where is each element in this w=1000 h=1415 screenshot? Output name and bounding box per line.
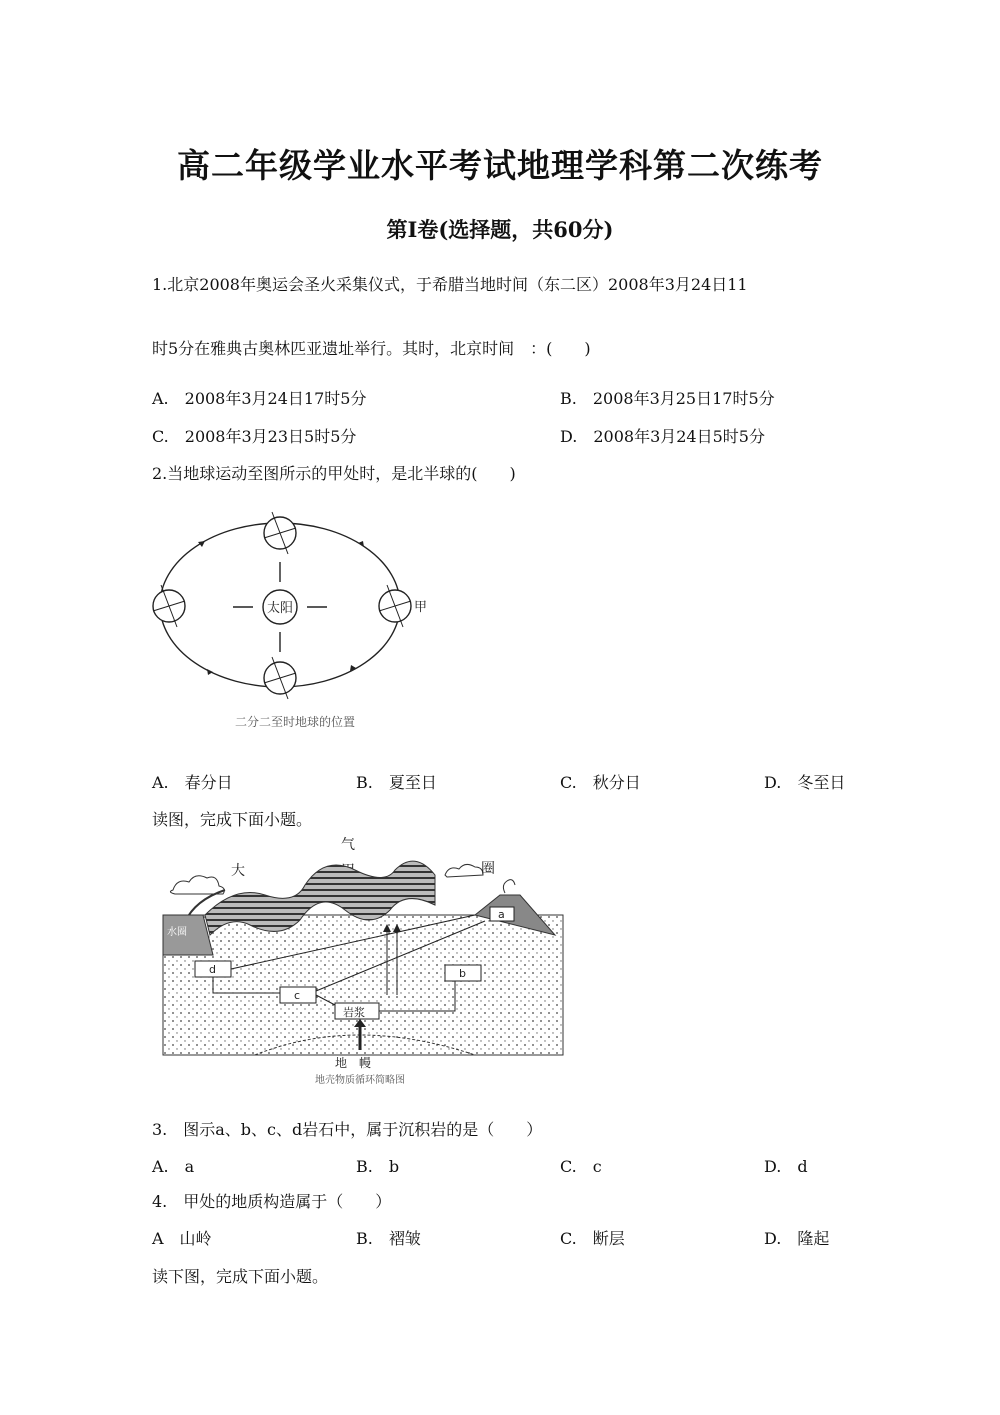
section-subtitle: 第Ⅰ卷(选择题，共60分) <box>386 217 614 242</box>
orbit-figure-caption: 二分二至时地球的位置 <box>235 715 356 729</box>
reading-intro-1: 读图，完成下面小题。 <box>152 810 313 829</box>
box-a-label: a <box>498 908 505 921</box>
reading-intro-2: 读下图，完成下面小题。 <box>152 1267 329 1286</box>
q3-option-c: C. c <box>560 1157 602 1176</box>
q1-option-c: C. 2008年3月23日5时5分 <box>152 427 357 446</box>
q4-option-a: A 山岭 <box>152 1229 212 1248</box>
rock-cycle-figure <box>155 835 570 1085</box>
q1-option-a: A. 2008年3月24日17时5分 <box>152 389 367 408</box>
q1-option-d: D. 2008年3月24日5时5分 <box>560 427 765 446</box>
q4-option-d: D. 隆起 <box>764 1229 830 1248</box>
earth-icon <box>264 512 296 554</box>
q1-stem-line2: 时5分在雅典古奥林匹亚遗址举行。其时，北京时间 ：( ) <box>152 339 591 358</box>
label-quan: 圈 <box>481 861 495 877</box>
q2-option-c: C. 秋分日 <box>560 773 641 792</box>
marker-jia-label: 甲 <box>414 600 428 615</box>
label-da: 大 <box>231 863 245 879</box>
q4-option-c: C. 断层 <box>560 1229 625 1248</box>
magma-label: 岩浆 <box>343 1006 365 1019</box>
box-c-label: c <box>294 989 301 1002</box>
q3-option-d: D. d <box>764 1157 808 1176</box>
q3-stem: 3. 图示a、b、c、d岩石中，属于沉积岩的是（ ） <box>152 1120 543 1139</box>
cloud-icon <box>170 876 224 894</box>
q2-option-b: B. 夏至日 <box>356 773 437 792</box>
q4-stem: 4. 甲处的地质构造属于（ ） <box>152 1192 392 1211</box>
q3-option-a: A. a <box>152 1157 195 1176</box>
label-qi: 气 <box>341 837 355 853</box>
q2-option-a: A. 春分日 <box>152 773 233 792</box>
q2-stem: 2.当地球运动至图所示的甲处时，是北半球的( ) <box>152 464 516 483</box>
page-title: 高二年级学业水平考试地理学科第二次练考 <box>177 146 823 185</box>
q2-option-d: D. 冬至日 <box>764 773 846 792</box>
q1-option-b: B. 2008年3月25日17时5分 <box>560 389 775 408</box>
orbit-figure <box>145 500 445 745</box>
rock-cycle-caption: 地壳物质循环简略图 <box>315 1075 405 1085</box>
q4-option-b: B. 褶皱 <box>356 1229 421 1248</box>
earth-icon <box>264 657 296 699</box>
earth-icon <box>379 585 411 627</box>
sun-label: 太阳 <box>266 601 294 616</box>
box-b-label: b <box>459 967 466 980</box>
water-label: 水圈 <box>167 927 187 938</box>
orbit-arrow-icon <box>207 669 213 675</box>
earth-icon <box>153 585 185 627</box>
mantle-label: 地 幔 <box>335 1056 372 1070</box>
q3-option-b: B. b <box>356 1157 400 1176</box>
box-d-label: d <box>209 963 216 976</box>
cloud-icon <box>445 864 483 877</box>
q1-stem-line1: 1.北京2008年奥运会圣火采集仪式，于希腊当地时间（东二区）2008年3月24日11 <box>152 275 748 294</box>
